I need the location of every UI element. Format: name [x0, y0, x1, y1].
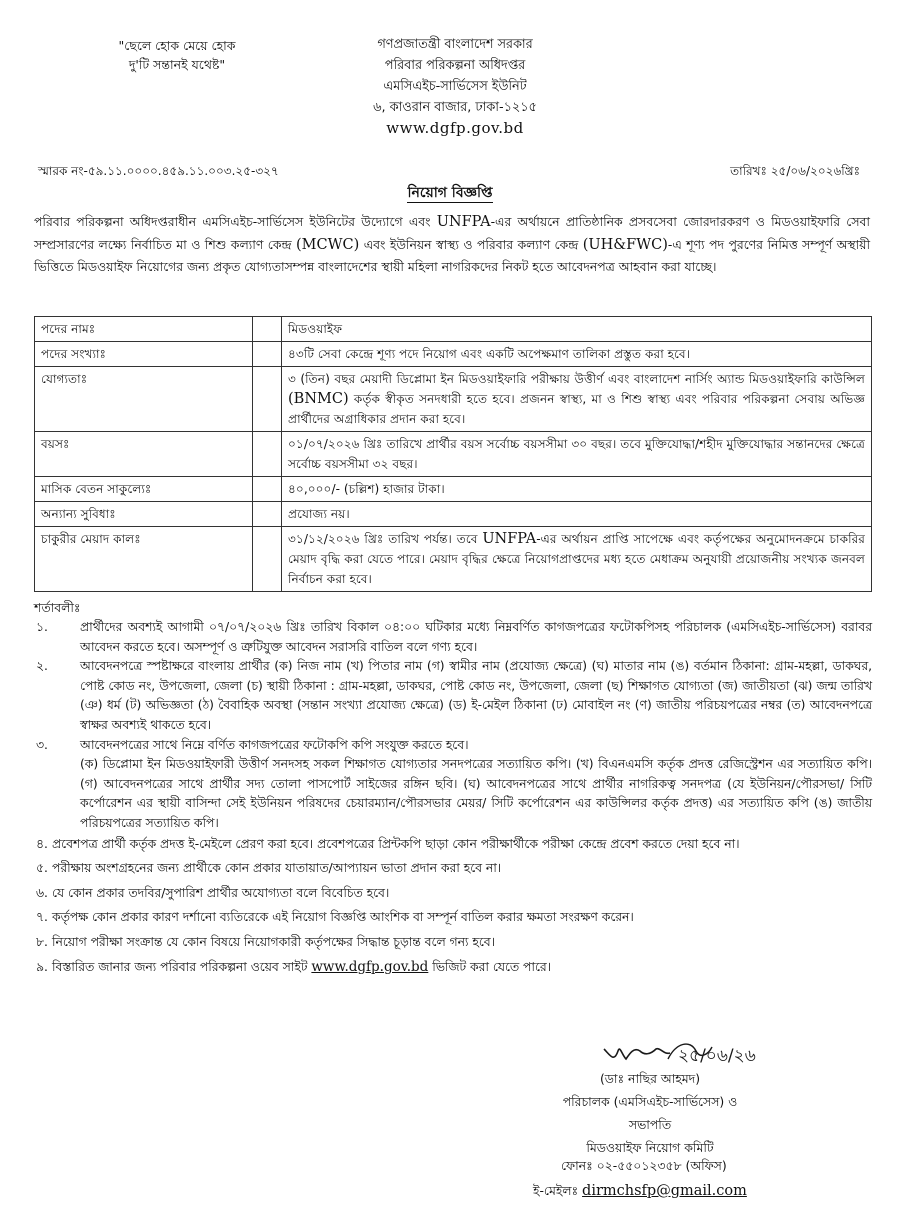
- post-details-table: [34, 316, 872, 592]
- table-row: [35, 342, 872, 367]
- row-label: পদের সংখ্যাঃ: [35, 342, 253, 367]
- qualification-text-a: ৩ (তিন) বছর মেয়াদী ডিপ্লোমা ইন মিডওয়াইফারি পরীক্ষায় উত্তীর্ণ এবং বাংলাদেশ নার্সিং অ্যান্ড মিডওয়াইফারি কাউন্সিল: [288, 372, 865, 386]
- term-text: পরীক্ষায় অংশগ্রহনের জন্য প্রার্থীকে কোন প্রকার যাতায়াত/আপ্যায়ন ভাতা প্রদান করা হবে না।: [52, 861, 502, 876]
- office-phone: ফোনঃ ০২-৫৫০১২৩৫৮ (অফিস): [561, 1158, 727, 1173]
- row-label: যোগ্যতাঃ: [35, 367, 253, 432]
- term-number: ৬.: [36, 885, 48, 900]
- terms-list: [34, 618, 872, 977]
- row-value: ০১/০৭/২০২৬ খ্রিঃ তারিখে প্রার্থীর বয়স সর্বোচ্চ বয়সসীমা ৩০ বছর। তবে মুক্তিযোদ্ধা/শহীদ মুক্তিযোদ্ধার সন্তানদের ক্ষেত্রে সর্বোচ্চ বয়সসীমা ৩২ বছর।: [282, 432, 872, 477]
- intro-uhfwc: (UH&FWC): [582, 236, 668, 253]
- slogan: [82, 36, 272, 74]
- term-number: ৪.: [36, 836, 48, 851]
- table-row: [35, 317, 872, 342]
- term-text: প্রবেশপত্র প্রার্থী কর্তৃক প্রদত্ত ই-মেইলে প্রেরণ করা হবে। প্রবেশপত্রের প্রিন্টকপি ছাড়া কোন পরীক্ষার্থীকে পরীক্ষা কেন্দ্রে প্রবেশ করতে দেয়া হবে না।: [52, 836, 740, 851]
- term-text: আবেদনপত্রে স্পষ্টাক্ষরে বাংলায় প্রার্থীর (ক) নিজ নাম (খ) পিতার নাম (গ) স্বামীর নাম (প্রযোজ্য ক্ষেত্রে) (ঘ) মাতার নাম (ঙ) বর্তমান ঠিকানা: গ্রাম-মহল্লা, ডাকঘর, পোষ্ট কোড নং, উপজেলা, জেলা (চ) স্থায়ী ঠিকানা : গ্রাম-মহল্লা, ডাকঘর, পোষ্ট কোড নং, উপজেলা, জেলা (ছ) শিক্ষাগত যোগ্যতা (জ) জাতীয়তা (ঝ) জন্ম তারিখ (ঞ) ধর্ম (ট) অভিজ্ঞতা (ঠ) বৈবাহিক অবস্থা (সন্তান সংখ্যা প্রযোজ্য ক্ষেত্রে) (ড) ই-মেইল ঠিকানা (ঢ) মোবাইল নং (ণ) জাতীয় পরিচয়পত্রের নম্বর (ত) আবেদনপত্রে স্বাক্ষর অবশ্যই থাকতে হবে।: [80, 659, 872, 732]
- row-value: ৪৩টি সেবা কেন্দ্রে শূণ্য পদে নিয়োগ এবং একটি অপেক্ষমাণ তালিকা প্রস্তুত করা হবে।: [282, 342, 872, 367]
- signatory-committee: মিডওয়াইফ নিয়োগ কমিটি: [586, 1140, 714, 1155]
- intro-paragraph: [34, 211, 870, 278]
- row-label: বয়সঃ: [35, 432, 253, 477]
- signatory-name: (ডাঃ নাছির আহমদ): [599, 1071, 701, 1086]
- row-value: [282, 367, 872, 432]
- term-text: আবেদনপত্রের সাথে নিম্নে বর্ণিত কাগজপত্রের ফটোকপি কপি সংযুক্ত করতে হবে।: [80, 737, 469, 752]
- signatory-block: [505, 1067, 795, 1159]
- term-number: ৮.: [36, 934, 48, 949]
- term-number: ৩.: [36, 737, 48, 752]
- row-label: অন্যান্য সুবিধাঃ: [35, 502, 253, 527]
- term-text-after: ভিজিট করা যেতে পারে।: [428, 959, 552, 974]
- term-text: কর্তৃপক্ষ কোন প্রকার কারণ দর্শানো ব্যতিরেকে এই নিয়োগ বিজ্ঞপ্তি আংশিক বা সম্পূর্ন বাতিল করার ক্ষমতা সংরক্ষণ করেন।: [52, 910, 634, 925]
- term-number: ৯.: [36, 959, 48, 974]
- term-item: [34, 933, 872, 953]
- term-number: ১.: [36, 620, 48, 634]
- terms-heading: শর্তাবলীঃ: [34, 600, 81, 615]
- slogan-line-2: দু'টি সন্তানই যথেষ্ট": [128, 57, 226, 72]
- govt-name: গণপ্রজাতন্ত্রী বাংলাদেশ সরকার: [377, 37, 533, 52]
- row-spacer: [253, 527, 282, 592]
- intro-mcwc: (MCWC): [295, 236, 360, 253]
- term-item: [34, 859, 872, 879]
- row-value: প্রযোজ্য নয়।: [282, 502, 872, 527]
- term-number: ৭.: [36, 910, 48, 925]
- row-spacer: [253, 367, 282, 432]
- directorate-name: পরিবার পরিকল্পনা অধিদপ্তর: [384, 58, 526, 73]
- intro-part-3: এবং ইউনিয়ন স্বাস্থ্য ও পরিবার কল্যাণ কেন্দ্র: [359, 236, 583, 252]
- term-text: বিস্তারিত জানার জন্য পরিবার পরিকল্পনা ওয়েব সাইট: [52, 959, 312, 974]
- table-row: [35, 477, 872, 502]
- term-text: নিয়োগ পরীক্ষা সংক্রান্ত যে কোন বিষয়ে নিয়োগকারী কর্তৃপক্ষের সিদ্ধান্ত চূড়ান্ত বলে গন্য হবে।: [52, 934, 496, 949]
- term-item-continued: [34, 755, 872, 833]
- signature-date-note: ২৫/০৬/২৬: [678, 1046, 756, 1066]
- row-spacer: [253, 432, 282, 477]
- qualification-text-c: কর্তৃক স্বীকৃত সনদধারী হতে হবে। প্রজনন স্বাস্থ্য, মা ও শিশু স্বাস্থ্য এবং পরিবার পরিকল্পনা সেবায় অভিজ্ঞ প্রার্থীদের অগ্রাধিকার প্রদান করা হবে।: [288, 392, 865, 426]
- notice-date: তারিখঃ ২৫/০৬/২০২৬খ্রিঃ: [730, 164, 860, 178]
- qualification-bnmc: (BNMC): [288, 391, 349, 407]
- term-number: ৫.: [36, 861, 48, 876]
- email-label: ই-মেইলঃ: [533, 1183, 583, 1198]
- intro-part-1: পরিবার পরিকল্পনা অধিদপ্তরাধীন এমসিএইচ-সার্ভিসেস ইউনিটের উদ্যোগে এবং: [34, 214, 437, 229]
- row-value: ৪০,০০০/- (চল্লিশ) হাজার টাকা।: [282, 477, 872, 502]
- email-link[interactable]: dirmchsfp@gmail.com: [582, 1183, 747, 1199]
- website-link-inline[interactable]: www.dgfp.gov.bd: [311, 958, 429, 975]
- intro-part-2: -এর অর্থায়নে প্রাতিষ্ঠানিক প্রসবসেবা জোরদারকরণ ও মিডওয়াইফারি সেবা সম্প্রসারণের লক্ষ্যে নির্বাচিত মা ও শিশু কল্যাণ কেন্দ্র: [34, 214, 871, 252]
- website-link[interactable]: www.dgfp.gov.bd: [386, 119, 524, 137]
- row-label: মাসিক বেতন সাকুল্যেঃ: [35, 477, 253, 502]
- table-row: [35, 367, 872, 432]
- table-row: [35, 432, 872, 477]
- memo-number: স্মারক নং-৫৯.১১.০০০০.৪৫৯.১১.০০৩.২৫-৩২৭: [38, 164, 279, 178]
- term-item: [34, 958, 872, 978]
- notice-title-text: নিয়োগ বিজ্ঞপ্তি: [407, 185, 493, 201]
- term-item: [34, 736, 872, 756]
- office-address: ৬, কাওরান বাজার, ঢাকা-১২১৫: [373, 100, 537, 115]
- term-item: [34, 618, 872, 657]
- row-label: চাকুরীর মেয়াদ কালঃ: [35, 527, 253, 592]
- term-text-documents: (ক) ডিপ্লোমা ইন মিডওয়াইফারী উত্তীর্ণ সনদসহ সকল শিক্ষাগত যোগ্যতার সনদপত্রের সত্যায়িত কপি। (খ) বিএনএমসি কর্তৃক প্রদত্ত রেজিস্ট্রেশন এর সত্যায়িত কপি। (গ) আবেদনপত্রের সাথে প্রার্থীর সদ্য তোলা পাসপোর্ট সাইজের রঙ্গিন ছবি। (ঘ) আবেদনপত্রের সাথে প্রার্থীর নাগরিকত্ব সনদপত্র (যে ইউনিয়ন/পৌরসভা/ সিটি কর্পোরেশন এর স্থায়ী বাসিন্দা সেই ইউনিয়ন পরিষদের চেয়ারম্যান/পৌরসভার মেয়র/ সিটি কর্পোরেশন এর কাউন্সিলর কর্তৃক প্রদত্ত) এর সত্যায়িত কপি (ঙ) জাতীয় পরিচয়পত্রের সত্যায়িত কপি।: [80, 757, 872, 830]
- row-value: [282, 527, 872, 592]
- tenure-text-c: -এর অর্থায়ন প্রাপ্তি সাপেক্ষে এবং কর্তৃপক্ষের অনুমোদনক্রমে চাকরির মেয়াদ বৃদ্ধি করা যেতে পারে। মেয়াদ বৃদ্ধির ক্ষেত্রে নিয়োগপ্রাপ্তদের মধ্য হতে মেধাক্রম অনুযায়ী প্রয়োজনীয় সংখ্যক জনবল নির্বাচন করা হবে।: [288, 532, 865, 586]
- intro-part-4: -এ শূণ্য পদ পুরণের নিমিত্ত সম্পূর্ণ অস্থায়ী ভিত্তিতে মিডওয়াইফ নিয়োগের জন্য প্রকৃত যোগ্যতাসম্পন্ন বাংলাদেশের স্থায়ী মহিলা নাগরিকদের নিকট হতে আবেদনপত্র আহবান করা যাচ্ছে।: [34, 236, 870, 274]
- term-text: যে কোন প্রকার তদবির/সুপারিশ প্রার্থীর অযোগ্যতা বলে বিবেচিত হবে।: [52, 885, 390, 900]
- unit-name: এমসিএইচ-সার্ভিসেস ইউনিট: [383, 79, 527, 94]
- signatory-role: সভাপতি: [628, 1117, 672, 1132]
- row-spacer: [253, 317, 282, 342]
- term-item: [34, 657, 872, 735]
- row-spacer: [253, 502, 282, 527]
- intro-unfpa: UNFPA: [436, 214, 491, 230]
- table-row: [35, 527, 872, 592]
- row-spacer: [253, 477, 282, 502]
- term-item: [34, 908, 872, 928]
- row-value: মিডওয়াইফ: [282, 317, 872, 342]
- term-item: [34, 835, 872, 855]
- organization-header: [310, 34, 600, 139]
- term-item: [34, 884, 872, 904]
- row-label: পদের নামঃ: [35, 317, 253, 342]
- row-spacer: [253, 342, 282, 367]
- notice-title: [0, 184, 900, 203]
- slogan-line-1: "ছেলে হোক মেয়ে হোক: [118, 38, 236, 53]
- tenure-text-a: ৩১/১২/২০২৬ খ্রিঃ তারিখ পর্যন্ত। তবে: [288, 532, 483, 546]
- term-text: প্রার্থীদের অবশ্যই আগামী ০৭/০৭/২০২৬ খ্রিঃ তারিখ বিকাল ০৪:০০ ঘটিকার মধ্যে নিম্নবর্ণিত কাগজপত্রের ফটোকপিসহ পরিচালক (এমসিএইচ-সার্ভিসেস) বরাবর আবেদন করতে হবে। অসম্পূর্ণ ও ত্রুটিযুক্ত আবেদন সরাসরি বাতিল বলে গণ্য হবে।: [80, 620, 872, 654]
- contact-email: [533, 1182, 747, 1202]
- term-number: ২.: [36, 659, 48, 674]
- table-row: [35, 502, 872, 527]
- signatory-designation: পরিচালক (এমসিএইচ-সার্ভিসেস) ও: [562, 1094, 738, 1109]
- tenure-unfpa: UNFPA: [482, 531, 537, 547]
